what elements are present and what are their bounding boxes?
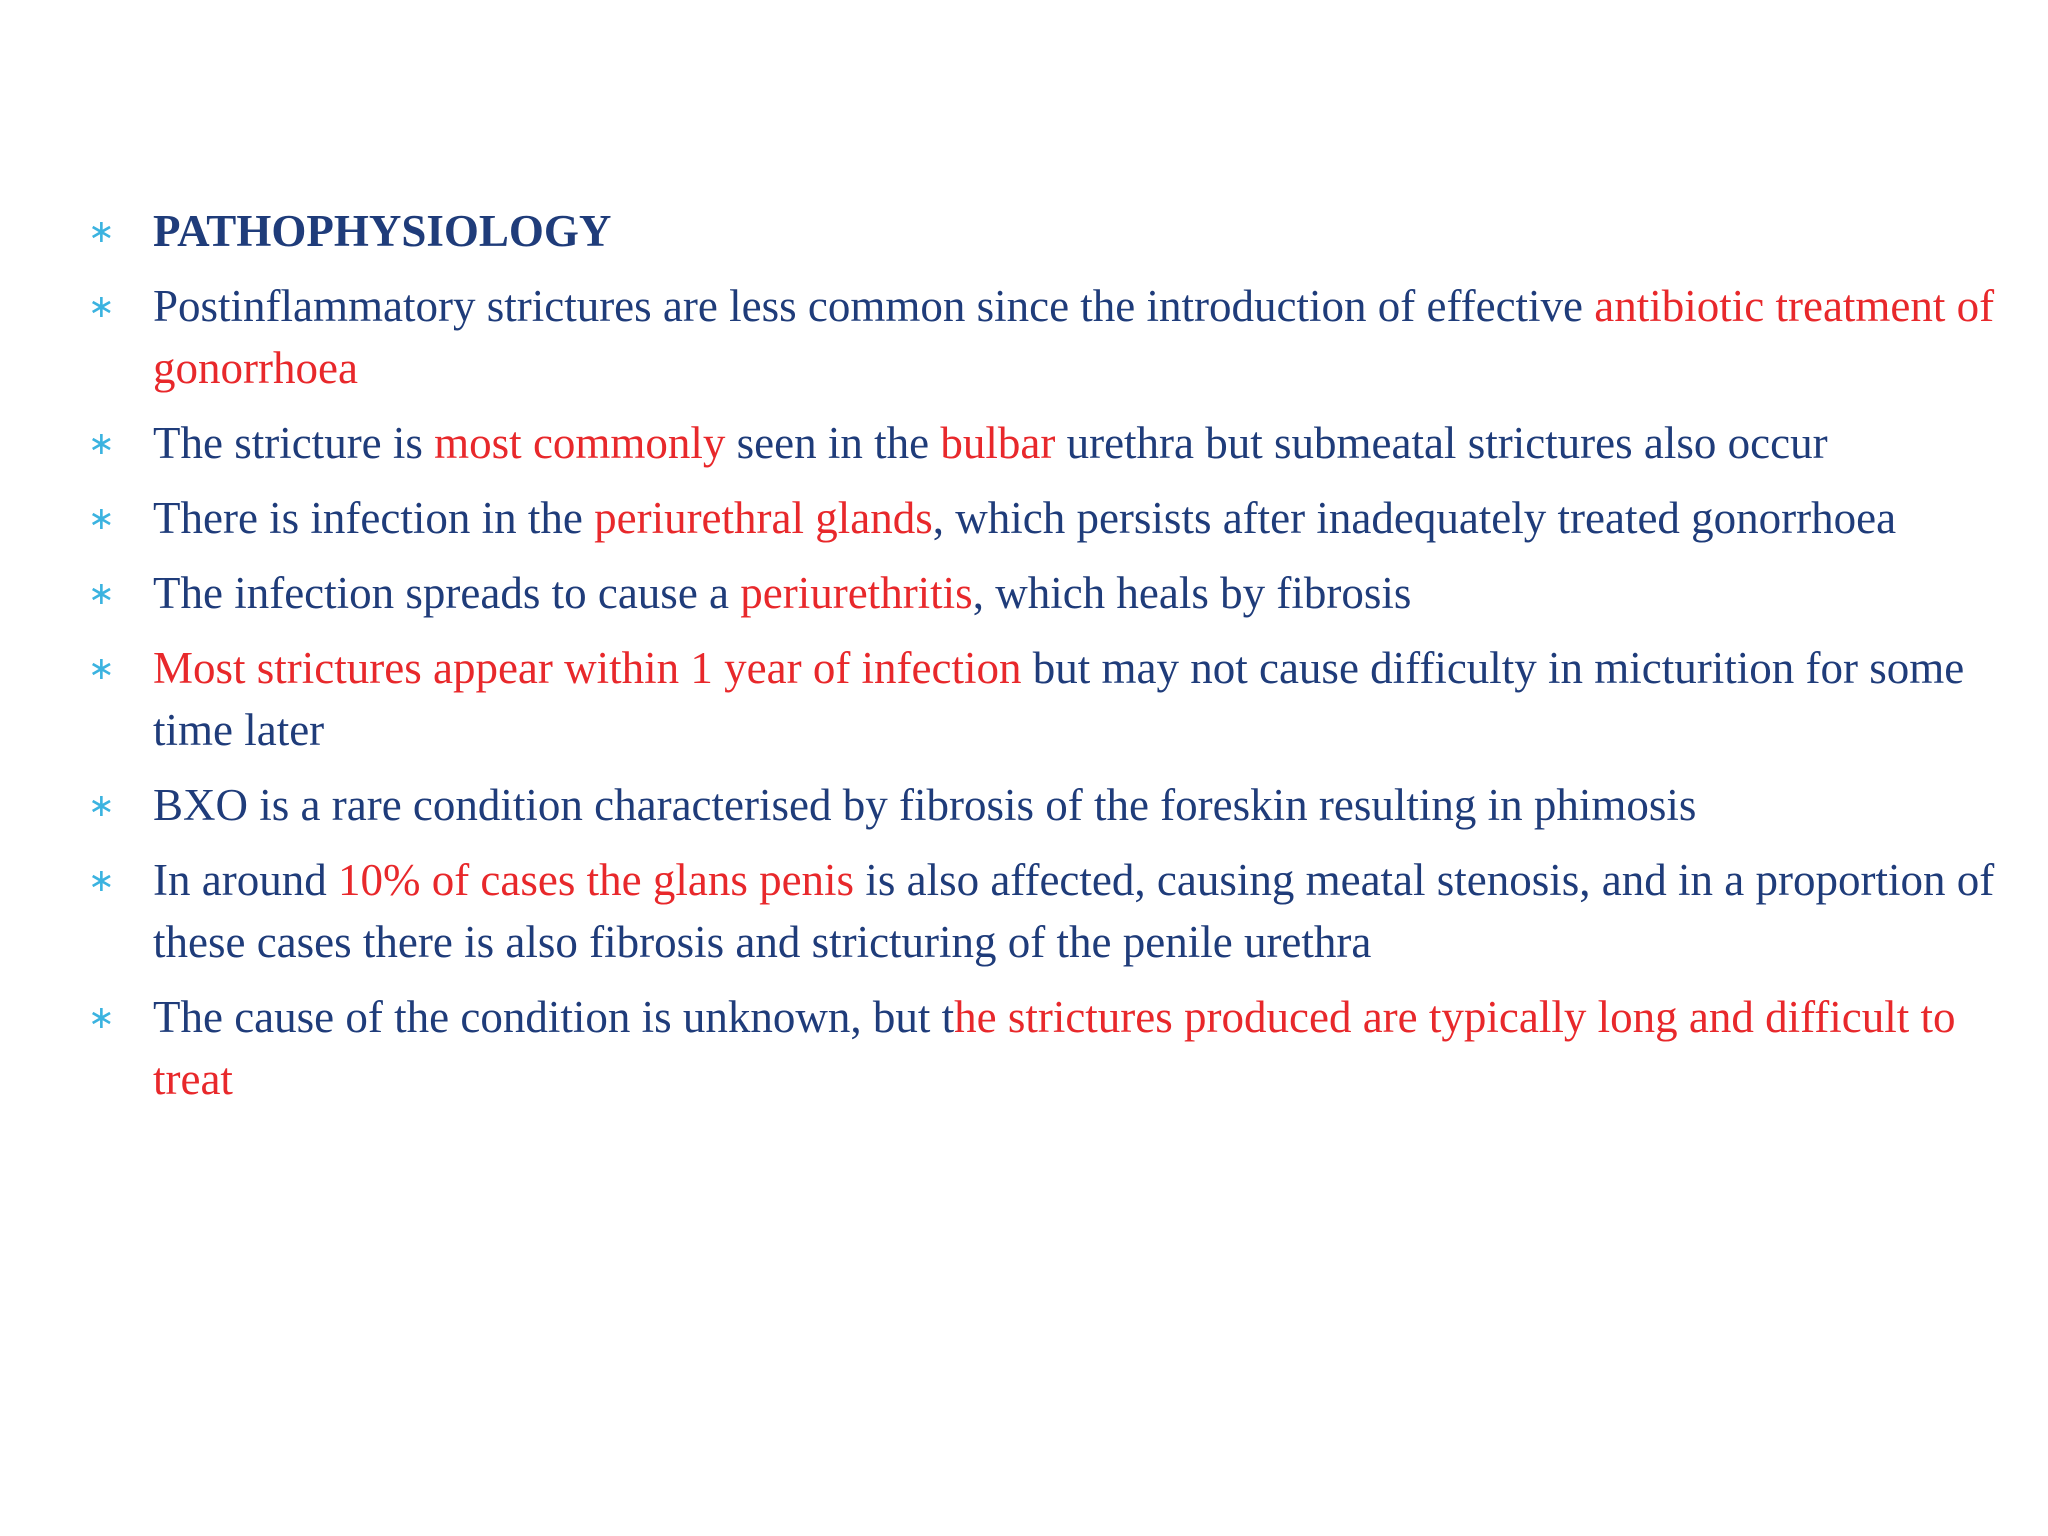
highlighted-text: Most strictures appear within 1 year of infection xyxy=(153,643,1022,693)
text-segment: The stricture is xyxy=(153,418,435,468)
text-segment: , which persists after inadequately treated gonorrhoea xyxy=(932,493,1897,543)
bullet-item xyxy=(88,562,2008,624)
bullet-item xyxy=(88,774,2008,836)
bullet-asterisk-icon: ∗ xyxy=(88,786,115,824)
text-segment: There is infection in the xyxy=(153,493,595,543)
bullet-text xyxy=(153,418,1828,468)
text-segment: seen in the xyxy=(725,418,941,468)
text-segment: is also affected, causing meatal stenosis, and in a proportion of these cases there is also fibrosis and stricturing of the penile urethra xyxy=(153,855,1995,967)
highlighted-text: antibiotic treatment of gonorrhoea xyxy=(153,281,1995,393)
text-segment: PATHOPHYSIOLOGY xyxy=(153,206,612,256)
highlighted-text: 10% of cases the glans penis xyxy=(337,855,855,905)
text-segment: , which heals by fibrosis xyxy=(972,568,1412,618)
bullet-asterisk-icon: ∗ xyxy=(88,287,115,325)
highlighted-text: periurethral glands xyxy=(594,493,933,543)
bullet-item xyxy=(88,637,2008,761)
bullet-text xyxy=(153,643,1964,755)
section-heading xyxy=(153,206,611,256)
text-segment: The infection spreads to cause a xyxy=(153,568,741,618)
bullet-item-heading xyxy=(88,200,2008,262)
bullet-asterisk-icon: ∗ xyxy=(88,861,115,899)
bullet-list xyxy=(88,200,2008,1123)
bullet-item xyxy=(88,849,2008,973)
bullet-item xyxy=(88,412,2008,474)
bullet-item xyxy=(88,487,2008,549)
bullet-text xyxy=(153,855,1994,967)
text-segment: The cause of the condition is unknown, but t xyxy=(153,992,955,1042)
bullet-text xyxy=(153,780,1696,830)
highlighted-text: bulbar xyxy=(940,418,1056,468)
text-segment: but may not cause difficulty in micturition for some time later xyxy=(153,643,1965,755)
text-segment: BXO is a rare condition characterised by fibrosis of the foreskin resulting in phimosis xyxy=(153,780,1697,830)
highlighted-text: he strictures produced are typically long and difficult to treat xyxy=(153,992,1956,1104)
bullet-text xyxy=(153,493,1896,543)
text-segment: Postinflammatory strictures are less common since the introduction of effective xyxy=(153,281,1595,331)
text-segment: In around xyxy=(153,855,338,905)
bullet-text xyxy=(153,281,1994,393)
bullet-asterisk-icon: ∗ xyxy=(88,424,115,462)
text-segment: urethra but submeatal strictures also occur xyxy=(1055,418,1828,468)
bullet-asterisk-icon: ∗ xyxy=(88,499,115,537)
bullet-asterisk-icon: ∗ xyxy=(88,212,115,250)
highlighted-text: periurethritis xyxy=(740,568,973,618)
bullet-item xyxy=(88,986,2008,1110)
bullet-asterisk-icon: ∗ xyxy=(88,574,115,612)
bullet-asterisk-icon: ∗ xyxy=(88,998,115,1036)
bullet-text xyxy=(153,568,1411,618)
bullet-item xyxy=(88,275,2008,399)
bullet-text xyxy=(153,992,1955,1104)
bullet-asterisk-icon: ∗ xyxy=(88,649,115,687)
highlighted-text: most commonly xyxy=(434,418,726,468)
